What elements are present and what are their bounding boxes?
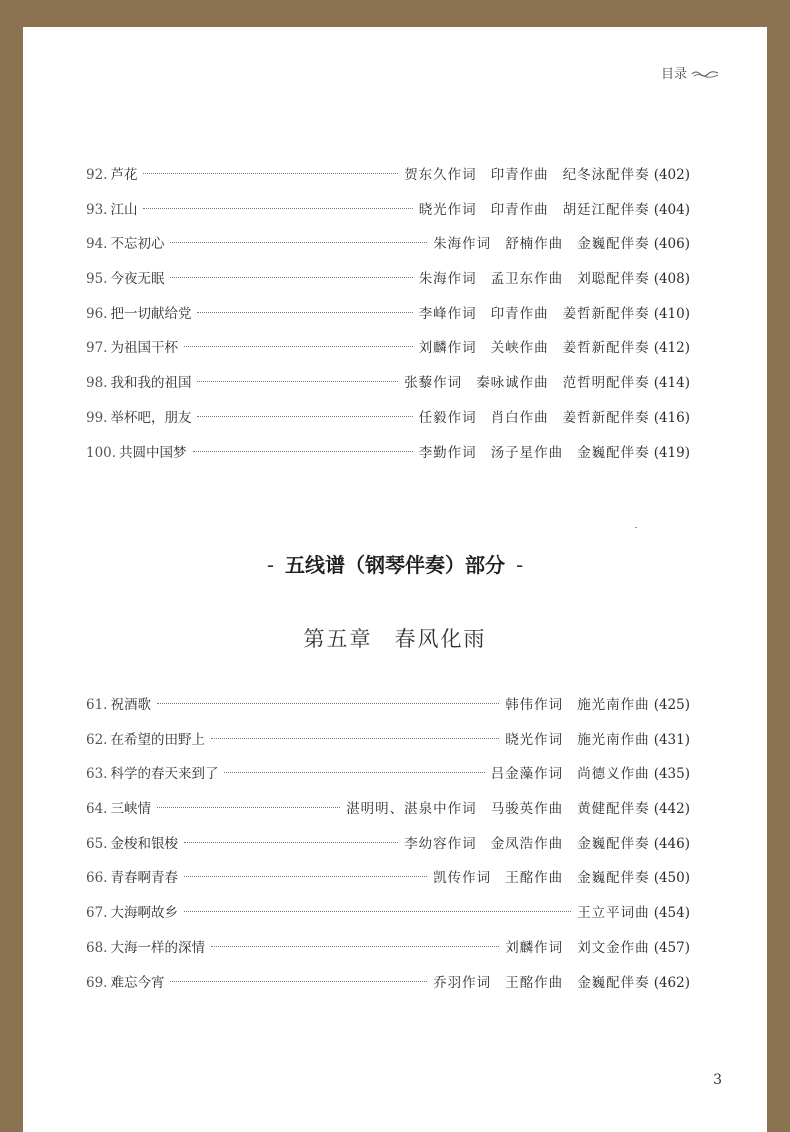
credit-text: 刘麟作词 bbox=[418, 340, 477, 357]
toc-entry[interactable] bbox=[86, 827, 690, 862]
credit-text: 任毅作词 bbox=[418, 409, 477, 426]
entry-credits bbox=[505, 931, 650, 966]
entry-title: 大海一样的深情 bbox=[110, 939, 205, 956]
credit-text: 黄健配伴奏 bbox=[577, 801, 650, 818]
dot-leader bbox=[184, 911, 571, 912]
dot-leader bbox=[170, 242, 427, 243]
entry-page-ref: (402) bbox=[653, 167, 690, 183]
credit-text: 范哲明配伴奏 bbox=[562, 375, 650, 392]
credit-text: 施光南作曲 bbox=[577, 697, 650, 713]
entry-page-ref: (419) bbox=[653, 444, 690, 461]
entry-title: 今夜无眠 bbox=[110, 271, 165, 288]
entry-page-ref: (406) bbox=[653, 236, 690, 253]
credit-text: 胡廷江配伴奏 bbox=[562, 201, 650, 218]
entry-page-ref: (416) bbox=[653, 409, 690, 426]
toc-entry[interactable] bbox=[86, 193, 690, 228]
credit-text: 金凤浩作曲 bbox=[490, 835, 564, 852]
entry-number: 67. bbox=[86, 905, 108, 922]
dot-leader bbox=[197, 381, 398, 382]
dot-leader bbox=[143, 173, 398, 174]
dot-leader bbox=[211, 738, 499, 739]
dot-leader bbox=[157, 807, 340, 808]
entry-number: 96. bbox=[86, 305, 108, 322]
toc-entry[interactable] bbox=[86, 757, 690, 792]
credit-text: 刘麟作词 bbox=[505, 939, 564, 956]
credit-text: 贺东久作词 bbox=[404, 167, 477, 183]
entry-credits bbox=[419, 331, 650, 366]
toc-list-part2 bbox=[86, 688, 690, 1000]
credit-text: 湛明明、湛泉中作词 bbox=[346, 801, 477, 818]
entry-title: 难忘今宵 bbox=[110, 974, 165, 991]
entry-page-ref: (414) bbox=[653, 375, 690, 392]
toc-entry[interactable] bbox=[86, 861, 690, 896]
entry-credits bbox=[433, 861, 650, 896]
entry-title: 芦花 bbox=[110, 167, 138, 183]
dot-leader bbox=[143, 208, 412, 209]
entry-credits bbox=[404, 158, 650, 193]
credit-text: 韩伟作词 bbox=[505, 697, 564, 713]
entry-credits bbox=[404, 827, 650, 862]
entry-number: 99. bbox=[86, 409, 108, 426]
credit-text: 印青作曲 bbox=[490, 305, 549, 322]
credit-text: 马骏英作曲 bbox=[490, 801, 564, 818]
toc-entry[interactable] bbox=[86, 158, 690, 193]
entry-title: 共圆中国梦 bbox=[119, 444, 187, 461]
dot-leader bbox=[224, 772, 484, 773]
toc-entry[interactable] bbox=[86, 331, 690, 366]
entry-credits bbox=[404, 366, 650, 401]
entry-number: 100. bbox=[86, 444, 117, 461]
credit-text: 晓光作词 bbox=[505, 731, 564, 748]
entry-credits bbox=[346, 792, 650, 827]
credit-text: 吕金藻作词 bbox=[490, 766, 564, 783]
credit-text: 李勤作词 bbox=[418, 444, 477, 461]
credit-text: 印青作曲 bbox=[490, 167, 549, 183]
entry-page-ref: (408) bbox=[653, 271, 690, 288]
entry-credits bbox=[419, 401, 650, 436]
page-number: 3 bbox=[713, 1072, 722, 1088]
entry-title: 不忘初心 bbox=[110, 236, 165, 253]
entry-page-ref: (462) bbox=[653, 974, 690, 991]
toc-entry[interactable] bbox=[86, 688, 690, 723]
section-title: 五线谱（钢琴伴奏）部分 bbox=[285, 553, 505, 577]
dot-leader bbox=[157, 703, 499, 704]
entry-page-ref: (410) bbox=[653, 305, 690, 322]
toc-list-part1 bbox=[86, 158, 690, 470]
dot-leader bbox=[197, 416, 412, 417]
dot-leader bbox=[170, 981, 427, 982]
toc-entry[interactable] bbox=[86, 436, 690, 471]
credit-text: 金巍配伴奏 bbox=[577, 444, 650, 461]
entry-page-ref: (431) bbox=[653, 731, 690, 748]
credit-text: 刘文金作曲 bbox=[577, 939, 650, 956]
chapter-label: 第五章 bbox=[303, 627, 373, 651]
credit-text: 纪冬泳配伴奏 bbox=[562, 167, 650, 183]
entry-page-ref: (454) bbox=[653, 905, 690, 922]
entry-title: 为祖国干杯 bbox=[110, 340, 178, 357]
entry-number: 97. bbox=[86, 340, 108, 357]
entry-number: 64. bbox=[86, 801, 108, 818]
credit-text: 王酩作曲 bbox=[505, 974, 564, 991]
credit-text: 金巍配伴奏 bbox=[577, 870, 650, 887]
entry-title: 大海啊故乡 bbox=[110, 905, 178, 922]
dot-leader bbox=[184, 346, 413, 347]
toc-entry[interactable] bbox=[86, 366, 690, 401]
credit-text: 秦咏诚作曲 bbox=[476, 375, 549, 392]
dot-leader bbox=[211, 946, 499, 947]
entry-credits bbox=[433, 227, 650, 262]
credit-text: 金巍配伴奏 bbox=[577, 236, 650, 253]
dot-leader bbox=[193, 451, 413, 452]
credit-text: 舒楠作曲 bbox=[505, 236, 564, 253]
entry-title: 青春啊青春 bbox=[110, 870, 178, 887]
entry-credits bbox=[419, 193, 650, 228]
section-dash-left: - bbox=[266, 553, 275, 577]
entry-page-ref: (412) bbox=[653, 340, 690, 357]
credit-text: 关峡作曲 bbox=[490, 340, 549, 357]
entry-credits bbox=[577, 896, 650, 931]
header-label: 目录 bbox=[660, 67, 687, 82]
entry-number: 66. bbox=[86, 870, 108, 887]
running-header bbox=[661, 63, 719, 82]
toc-entry[interactable] bbox=[86, 227, 690, 262]
entry-credits bbox=[419, 262, 650, 297]
section-heading bbox=[23, 549, 767, 578]
toc-entry[interactable] bbox=[86, 297, 690, 332]
print-speck bbox=[635, 527, 637, 528]
toc-entry[interactable] bbox=[86, 792, 690, 827]
entry-page-ref: (457) bbox=[653, 939, 690, 956]
credit-text: 姜哲新配伴奏 bbox=[562, 305, 650, 322]
entry-title: 我和我的祖国 bbox=[110, 375, 192, 392]
chapter-name: 春风化雨 bbox=[394, 627, 487, 651]
entry-title: 在希望的田野上 bbox=[110, 731, 205, 748]
toc-entry[interactable] bbox=[86, 896, 690, 931]
section-dash-right: - bbox=[515, 553, 524, 577]
credit-text: 施光南作曲 bbox=[577, 731, 650, 748]
entry-title: 举杯吧，朋友 bbox=[110, 409, 192, 426]
dot-leader bbox=[170, 277, 412, 278]
entry-title: 科学的春天来到了 bbox=[110, 766, 219, 783]
credit-text: 姜哲新配伴奏 bbox=[562, 340, 650, 357]
credit-text: 王酩作曲 bbox=[505, 870, 564, 887]
credit-text: 肖白作曲 bbox=[490, 409, 549, 426]
entry-number: 62. bbox=[86, 731, 108, 748]
entry-credits bbox=[491, 757, 650, 792]
entry-page-ref: (404) bbox=[653, 201, 690, 218]
toc-entry[interactable] bbox=[86, 262, 690, 297]
entry-number: 69. bbox=[86, 974, 108, 991]
entry-credits bbox=[419, 436, 650, 471]
credit-text: 晓光作词 bbox=[418, 201, 477, 218]
wave-ornament-icon bbox=[691, 68, 719, 78]
entry-credits bbox=[505, 688, 650, 723]
entry-page-ref: (435) bbox=[653, 766, 690, 783]
credit-text: 尚德义作曲 bbox=[577, 766, 650, 783]
credit-text: 孟卫东作曲 bbox=[490, 271, 564, 288]
entry-page-ref: (425) bbox=[653, 697, 690, 713]
chapter-heading bbox=[23, 623, 767, 653]
entry-title: 金梭和银梭 bbox=[110, 835, 178, 852]
entry-credits bbox=[433, 966, 650, 1001]
entry-number: 68. bbox=[86, 939, 108, 956]
credit-text: 朱海作词 bbox=[433, 236, 492, 253]
credit-text: 姜哲新配伴奏 bbox=[562, 409, 650, 426]
entry-title: 三峡情 bbox=[110, 801, 151, 818]
entry-title: 祝酒歌 bbox=[110, 697, 151, 713]
entry-page-ref: (450) bbox=[653, 870, 690, 887]
toc-entry[interactable] bbox=[86, 931, 690, 966]
dot-leader bbox=[197, 312, 412, 313]
entry-title: 把一切献给党 bbox=[110, 305, 192, 322]
entry-number: 93. bbox=[86, 201, 108, 218]
credit-text: 乔羽作词 bbox=[433, 974, 492, 991]
credit-text: 刘聪配伴奏 bbox=[577, 271, 650, 288]
entry-credits bbox=[419, 297, 650, 332]
entry-number: 98. bbox=[86, 375, 108, 392]
credit-text: 李幼容作词 bbox=[404, 835, 477, 852]
credit-text: 金巍配伴奏 bbox=[577, 835, 650, 852]
credit-text: 汤子星作曲 bbox=[490, 444, 564, 461]
credit-text: 朱海作词 bbox=[418, 271, 477, 288]
entry-title: 江山 bbox=[110, 201, 138, 218]
entry-number: 94. bbox=[86, 236, 108, 253]
entry-page-ref: (446) bbox=[653, 835, 690, 852]
dot-leader bbox=[184, 876, 427, 877]
dot-leader bbox=[184, 842, 398, 843]
credit-text: 凯传作词 bbox=[433, 870, 492, 887]
toc-entry[interactable] bbox=[86, 723, 690, 758]
entry-number: 61. bbox=[86, 697, 108, 713]
credit-text: 李峰作词 bbox=[418, 305, 477, 322]
toc-entry[interactable] bbox=[86, 966, 690, 1001]
entry-credits bbox=[505, 723, 650, 758]
credit-text: 王立平词曲 bbox=[577, 905, 650, 922]
entry-number: 95. bbox=[86, 271, 108, 288]
entry-number: 63. bbox=[86, 766, 108, 783]
credit-text: 金巍配伴奏 bbox=[577, 974, 650, 991]
entry-number: 92. bbox=[86, 167, 108, 183]
toc-entry[interactable] bbox=[86, 401, 690, 436]
entry-number: 65. bbox=[86, 835, 108, 852]
credit-text: 印青作曲 bbox=[490, 201, 549, 218]
book-page bbox=[23, 27, 767, 1132]
credit-text: 张藜作词 bbox=[404, 375, 463, 392]
entry-page-ref: (442) bbox=[653, 801, 690, 818]
